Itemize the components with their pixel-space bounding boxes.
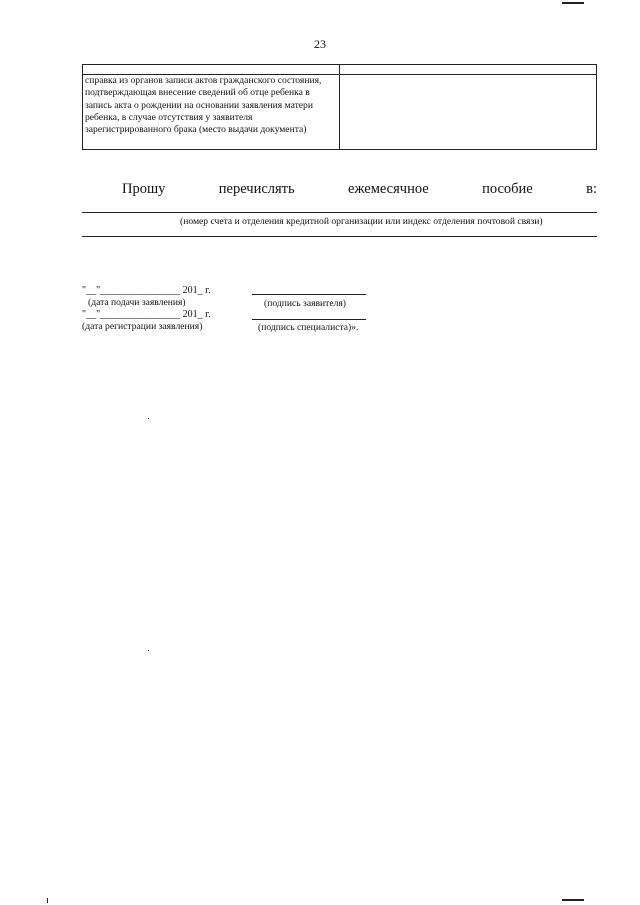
- submission-date-blank: "__"________________ 201_ г.: [82, 285, 211, 296]
- specialist-signature-caption: (подпись специалиста)».: [258, 322, 359, 333]
- account-line: [82, 212, 597, 213]
- registration-date-caption: (дата регистрации заявления): [82, 321, 203, 332]
- scan-dot: [148, 418, 149, 419]
- applicant-signature-line: [252, 294, 366, 295]
- account-line-2: [82, 236, 597, 237]
- request-word: в:: [586, 181, 597, 197]
- document-value-cell: [340, 75, 597, 150]
- scan-mark: [562, 2, 584, 4]
- request-word: Прошу: [122, 181, 166, 197]
- page-number: 23: [314, 37, 326, 51]
- request-word: перечислять: [218, 181, 295, 197]
- document-name-cell: справка из органов записи актов гражданского состояния, подтверждающая внесение сведений об отце ребенка в запись акта о рождении на основании заявления матери ребенка, в случае отсутствия у заявителя зарегистрированного брака (место выдачи документа): [83, 75, 340, 150]
- submission-date-caption: (дата подачи заявления): [88, 297, 186, 308]
- account-caption: (номер счета и отделения кредитной организации или индекс отделения почтовой связи): [180, 216, 543, 227]
- documents-table: [82, 64, 597, 150]
- request-word: ежемесячное: [348, 181, 429, 197]
- request-sentence: [82, 181, 597, 198]
- table-row: [83, 75, 597, 150]
- table-header-row: [83, 65, 597, 75]
- scan-mark: [47, 898, 48, 903]
- registration-date-blank: "__"________________ 201_ г.: [82, 309, 211, 320]
- request-word: пособие: [482, 181, 533, 197]
- scan-dot: [148, 650, 149, 651]
- specialist-signature-line: [252, 319, 366, 320]
- applicant-signature-caption: (подпись заявителя): [264, 298, 347, 309]
- scan-mark: [562, 899, 584, 901]
